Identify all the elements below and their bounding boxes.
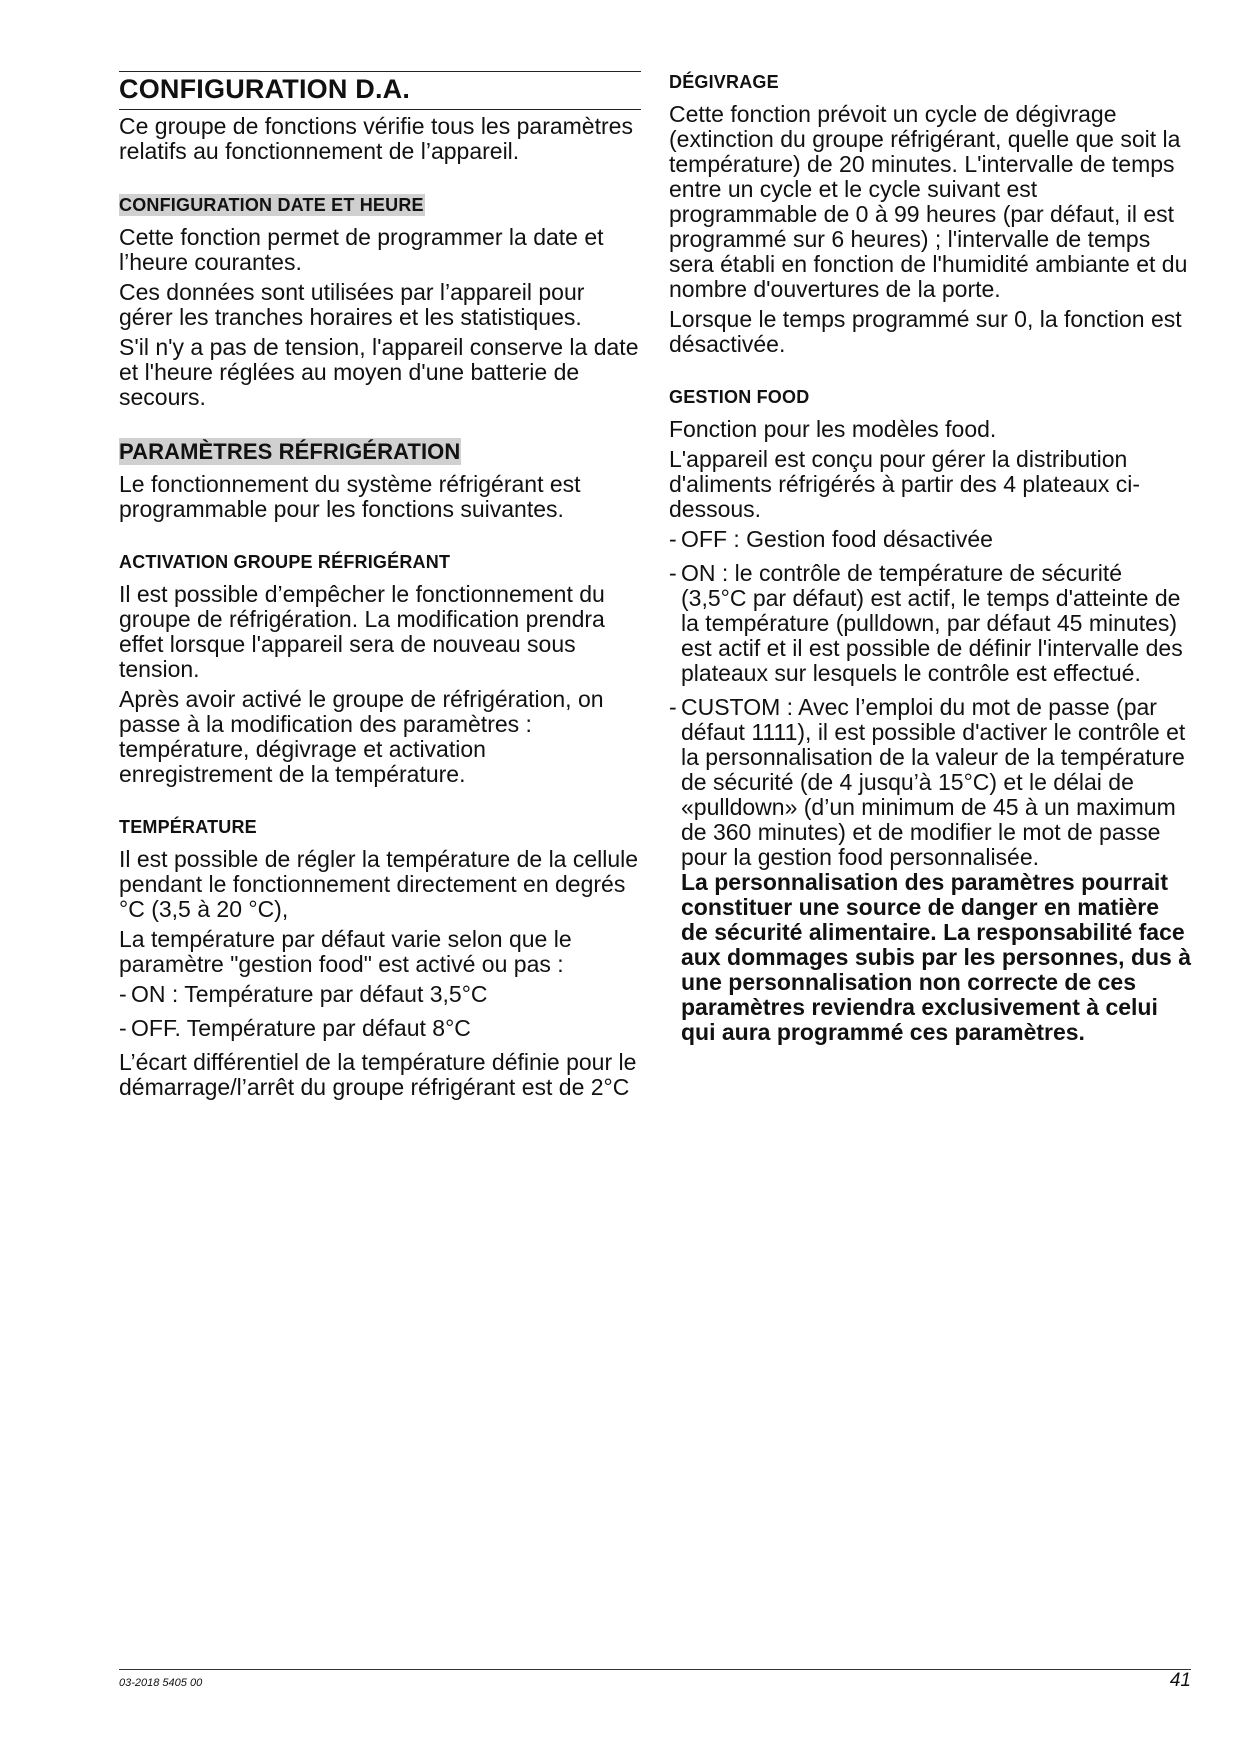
page-number: 41 — [1169, 1670, 1191, 1691]
temperature-text-1: Il est possible de régler la température de la cellule pendant le fonctionnement directement en degrés °C (3,5 à 20 °C), — [119, 846, 639, 922]
food-text-2: L'appareil est conçu pour gérer la distribution d'aliments réfrigérés à partir des 4 plateaux ci-dessous. — [669, 446, 1140, 522]
date-heure-text-2: Ces données sont utilisées par l’appareil pour gérer les tranches horaires et les statistiques. — [119, 279, 585, 330]
degivrage-text-1: Cette fonction prévoit un cycle de dégivrage (extinction du groupe réfrigérant, quelle que soit la température) de 20 minutes. L'intervalle de temps entre un cycle et le cycle suivant est programmable de 0 à 99 heures (par défaut, il est programmé sur 6 heures) ; l'intervalle de temps sera établi en fonction de l'humidité ambiante et du nombre d'ouvertures de la porte. — [669, 101, 1188, 302]
date-heure-text-1: Cette fonction permet de programmer la date et l’heure courantes. — [119, 224, 604, 275]
heading-parametres: PARAMÈTRES RÉFRIGÉRATION — [119, 439, 461, 464]
food-text-1: Fonction pour les modèles food. — [669, 416, 997, 442]
temperature-text-2: La température par défaut varie selon que le paramètre "gestion food" est activé ou pas : — [119, 926, 572, 977]
activation-text-2: Après avoir activé le groupe de réfrigération, on passe à la modification des paramètres : température, dégivrage et activation enregistrement de la température. — [119, 686, 604, 787]
heading-temperature: TEMPÉRATURE — [119, 817, 257, 837]
parametres-text: Le fonctionnement du système réfrigérant est programmable pour les fonctions suivantes. — [119, 471, 581, 522]
heading-gestion-food: GESTION FOOD — [669, 387, 810, 407]
degivrage-text-2: Lorsque le temps programmé sur 0, la fonction est désactivée. — [669, 306, 1182, 357]
activation-text-1: Il est possible d’empêcher le fonctionnement du groupe de réfrigération. La modification prendra effet lorsque l'appareil sera de nouveau sous tension. — [119, 581, 605, 682]
heading-date-heure: CONFIGURATION DATE ET HEURE — [119, 195, 424, 215]
document-code: 03-2018 5405 00 — [119, 1677, 203, 1689]
temperature-text-3: L’écart différentiel de la température définie pour le démarrage/l’arrêt du groupe réfrigérant est de 2°C — [119, 1049, 637, 1100]
date-heure-text-3: S'il n'y a pas de tension, l'appareil conserve la date et l'heure réglées au moyen d'une batterie de secours. — [119, 334, 639, 410]
list-item: - ON : le contrôle de température de sécurité (3,5°C par défaut) est actif, le temps d'atteinte de la température (pulldown, par défaut 45 minutes) est actif et il est possible de définir l'intervalle des plateaux sur lesquels le contrôle est effectué. — [669, 560, 1183, 686]
intro-text: Ce groupe de fonctions vérifie tous les paramètres relatifs au fonctionnement de l’appareil. — [119, 113, 633, 164]
list-item: - ON : Température par défaut 3,5°C — [119, 981, 488, 1007]
left-column — [119, 68, 641, 1105]
footer-rule — [119, 1669, 1191, 1670]
list-item: - CUSTOM : Avec l’emploi du mot de passe (par défaut 1111), il est possible d'activer le contrôle et la personnalisation de la valeur de la température de sécurité (de 4 jusqu’à 15°C) et le délai de «pulldown» (d’un minimum de 45 à un maximum de 360 minutes) et de modifier le mot de passe pour la gestion food personnalisée. — [669, 694, 1186, 870]
heading-activation: ACTIVATION GROUPE RÉFRIGÉRANT — [119, 552, 451, 572]
safety-warning: La personnalisation des paramètres pourrait constituer une source de danger en matière de sécurité alimentaire. La responsabilité face aux dommages subis par les personnes, dus à une personnalisation non correcte de ces paramètres reviendra exclusivement à celui qui aura programmé ces paramètres. — [681, 869, 1192, 1045]
page-title: CONFIGURATION D.A. — [119, 68, 641, 110]
list-item: - OFF : Gestion food désactivée — [669, 526, 993, 552]
heading-degivrage: DÉGIVRAGE — [669, 72, 779, 92]
list-item: - OFF. Température par défaut 8°C — [119, 1015, 471, 1041]
right-column — [669, 72, 1191, 1045]
